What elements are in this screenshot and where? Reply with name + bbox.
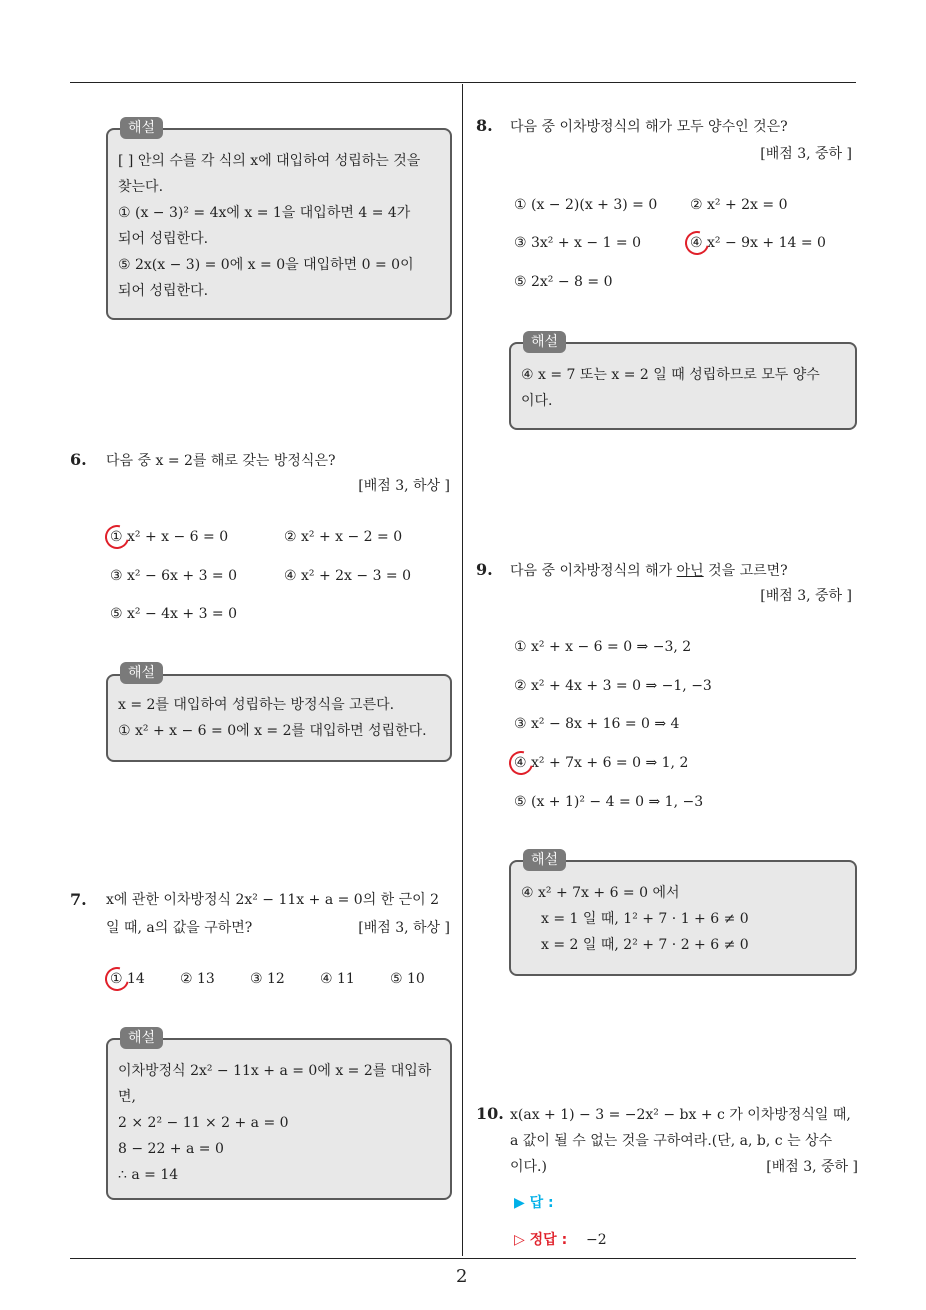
q7-option-4[interactable]: ④ 11	[320, 971, 355, 987]
q7-option-5[interactable]: ⑤ 10	[390, 971, 425, 987]
q10-question-line2: a 값이 될 수 없는 것을 구하여라.(단, a, b, c 는 상수	[510, 1133, 833, 1149]
q7-points: [배점 3, 하상 ]	[358, 920, 450, 936]
q9-exp-line: ④ x² + 7x + 6 = 0 에서	[521, 885, 680, 901]
bottom-rule	[70, 1258, 856, 1259]
q7-exp-line: 2 × 2² − 11 × 2 + a = 0	[118, 1115, 289, 1131]
page-number: 2	[456, 1266, 468, 1287]
q7-question-line2: 일 때, a의 값을 구하면?	[106, 920, 253, 936]
q8-option-5[interactable]: ⑤ 2x² − 8 = 0	[514, 274, 613, 290]
q9-option-1[interactable]: ① x² + x − 6 = 0 ⇒ −3, 2	[514, 639, 692, 655]
q7-explanation-tag: 해설	[120, 1027, 163, 1049]
q9-question	[510, 561, 788, 581]
q6-option-1[interactable]: ① x² + x − 6 = 0	[110, 529, 229, 545]
q6-exp-line: x = 2를 대입하여 성립하는 방정식을 고른다.	[118, 697, 395, 713]
q9-option-4[interactable]: ④ x² + 7x + 6 = 0 ⇒ 1, 2	[514, 755, 689, 771]
q9-answer-mark	[505, 747, 538, 780]
q8-answer-mark	[681, 227, 714, 260]
q9-option-2[interactable]: ② x² + 4x + 3 = 0 ⇒ −1, −3	[514, 678, 712, 694]
q7-exp-line: 이차방정식 2x² − 11x + a = 0에 x = 2를 대입하	[118, 1063, 432, 1079]
q6-option-4[interactable]: ④ x² + 2x − 3 = 0	[284, 568, 412, 584]
q5-exp-line: ⑤ 2x(x − 3) = 0에 x = 0을 대입하면 0 = 0이	[118, 257, 414, 273]
q7-exp-line: 면,	[118, 1089, 136, 1105]
q9-question-text-after: 것을 고르면?	[703, 563, 788, 579]
q5-exp-line: [ ] 안의 수를 각 식의 x에 대입하여 성립하는 것을	[118, 153, 421, 169]
q10-correct-value: −2	[586, 1232, 607, 1248]
q8-option-2[interactable]: ② x² + 2x = 0	[690, 197, 788, 213]
q9-option-5[interactable]: ⑤ (x + 1)² − 4 = 0 ⇒ 1, −3	[514, 794, 704, 810]
q10-question-line3: 이다.)	[510, 1159, 547, 1175]
column-divider	[462, 84, 463, 1256]
q7-answer-mark	[101, 963, 134, 996]
q10-answer-label[interactable]: ▶ 답 :	[514, 1195, 554, 1211]
q10-points: [배점 3, 중하 ]	[766, 1159, 858, 1175]
q6-option-5[interactable]: ⑤ x² − 4x + 3 = 0	[110, 606, 238, 622]
q7-exp-line: 8 − 22 + a = 0	[118, 1141, 224, 1157]
q8-explanation-tag: 해설	[523, 331, 566, 353]
q9-question-underlined: 아닌	[676, 563, 704, 579]
q7-option-2[interactable]: ② 13	[180, 971, 215, 987]
q9-explanation-tag: 해설	[523, 849, 566, 871]
q8-option-4[interactable]: ④ x² − 9x + 14 = 0	[690, 235, 826, 251]
q9-points: [배점 3, 중하 ]	[760, 588, 852, 604]
q6-points: [배점 3, 하상 ]	[358, 478, 450, 494]
q9-exp-line: x = 1 일 때, 1² + 7 · 1 + 6 ≠ 0	[541, 911, 749, 927]
q5-exp-line: 찾는다.	[118, 179, 164, 195]
q10-number: 10.	[476, 1104, 504, 1123]
q6-explanation-tag: 해설	[120, 662, 163, 684]
q8-points: [배점 3, 중하 ]	[760, 146, 852, 162]
q7-number: 7.	[70, 890, 87, 909]
q9-option-3[interactable]: ③ x² − 8x + 16 = 0 ⇒ 4	[514, 716, 680, 732]
q6-question: 다음 중 x = 2를 해로 갖는 방정식은?	[106, 453, 336, 469]
q8-option-1[interactable]: ① (x − 2)(x + 3) = 0	[514, 197, 658, 213]
q6-answer-mark	[101, 521, 134, 554]
q9-exp-line: x = 2 일 때, 2² + 7 · 2 + 6 ≠ 0	[541, 937, 749, 953]
top-rule	[70, 82, 856, 83]
q8-exp-line: 이다.	[521, 393, 553, 409]
q5-explanation-tag: 해설	[120, 117, 163, 139]
q8-question: 다음 중 이차방정식의 해가 모두 양수인 것은?	[510, 119, 788, 135]
q9-number: 9.	[476, 560, 493, 579]
q5-exp-line: 되어 성립한다.	[118, 231, 209, 247]
q6-option-3[interactable]: ③ x² − 6x + 3 = 0	[110, 568, 238, 584]
q10-correct-label: ▷ 정답 :	[514, 1232, 568, 1248]
q5-exp-line: ① (x − 3)² = 4x에 x = 1을 대입하면 4 = 4가	[118, 205, 411, 221]
q8-option-3[interactable]: ③ 3x² + x − 1 = 0	[514, 235, 642, 251]
q7-exp-line: ∴ a = 14	[118, 1167, 179, 1183]
q6-number: 6.	[70, 450, 87, 469]
q10-question-line1: x(ax + 1) − 3 = −2x² − bx + c 가 이차방정식일 때,	[510, 1107, 851, 1123]
q6-exp-line: ① x² + x − 6 = 0에 x = 2를 대입하면 성립한다.	[118, 723, 427, 739]
q8-exp-line: ④ x = 7 또는 x = 2 일 때 성립하므로 모두 양수	[521, 367, 820, 383]
q9-question-text-before: 다음 중 이차방정식의 해가	[510, 563, 677, 579]
q6-option-2[interactable]: ② x² + x − 2 = 0	[284, 529, 403, 545]
q7-question-line1: x에 관한 이차방정식 2x² − 11x + a = 0의 한 근이 2	[106, 892, 440, 908]
q8-number: 8.	[476, 116, 493, 135]
q7-option-3[interactable]: ③ 12	[250, 971, 285, 987]
q7-option-1[interactable]: ① 14	[110, 971, 145, 987]
q5-exp-line: 되어 성립한다.	[118, 283, 209, 299]
